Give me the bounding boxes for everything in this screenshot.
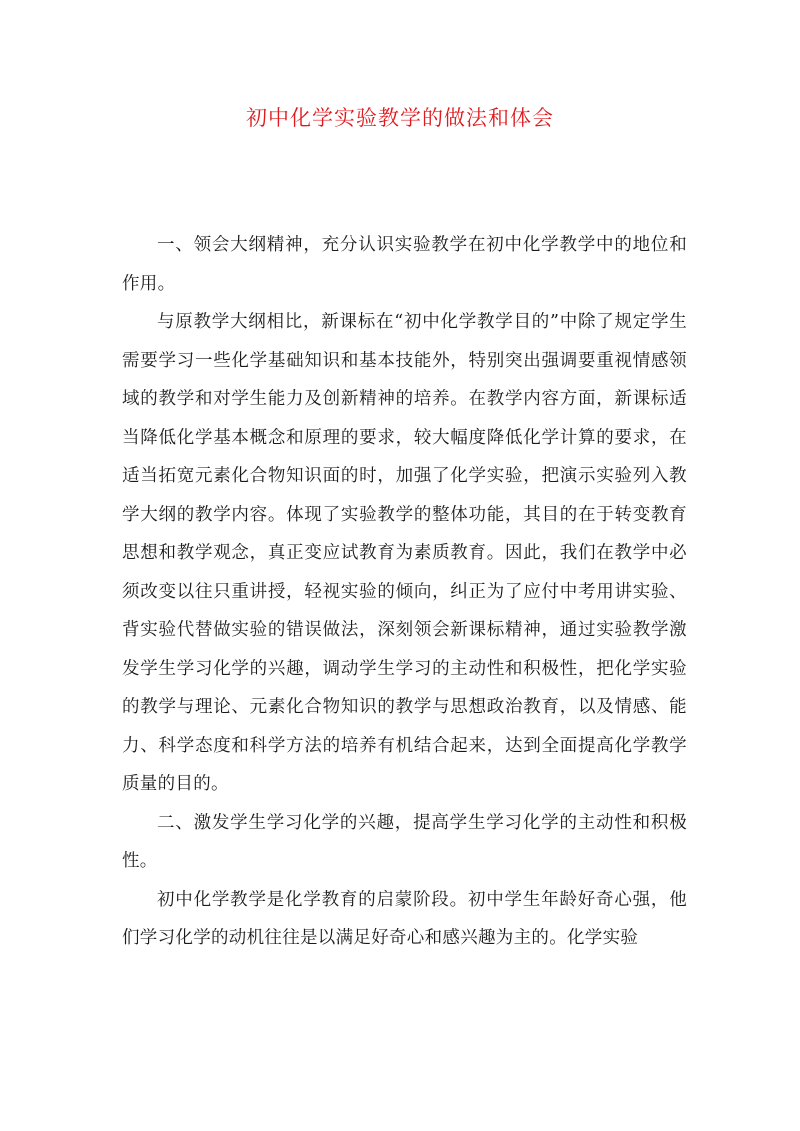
paragraph-section-two-body: 初中化学教学是化学教育的启蒙阶段。初中学生年龄好奇心强，他们学习化学的动机往往是以满足好奇心和感兴趣为主的。化学实验 — [122, 889, 687, 948]
document-title: 初中化学实验教学的做法和体会 — [246, 106, 554, 130]
document-body — [122, 226, 687, 958]
paragraph-section-two-heading: 二、激发学生学习化学的兴趣，提高学生学习化学的主动性和积极性。 — [122, 812, 687, 871]
paragraph-section-one-body: 与原教学大纲相比，新课标在“初中化学教学目的”中除了规定学生需要学习一些化学基础知识和基本技能外，特别突出强调要重视情感领域的教学和对学生能力及创新精神的培养。在教学内容方面，新课标适当降低化学基本概念和原理的要求，较大幅度降低化学计算的要求，在适当拓宽元素化合物知识面的时，加强了化学实验，把演示实验列入教学大纲的教学内容。体现了实验教学的整体功能，其目的在于转变教育思想和教学观念，真正变应试教育为素质教育。因此，我们在教学中必须改变以往只重讲授，轻视实验的倾向，纠正为了应付中考用讲实验、背实验代替做实验的错误做法，深刻领会新课标精神，通过实验教学激发学生学习化学的兴趣，调动学生学习的主动性和积极性，把化学实验的教学与理论、元素化合物知识的教学与思想政治教育，以及情感、能力、科学态度和科学方法的培养有机结合起来，达到全面提高化学教学质量的目的。 — [122, 312, 687, 794]
paragraph-section-one-heading: 一、领会大纲精神，充分认识实验教学在初中化学教学中的地位和作用。 — [122, 235, 687, 294]
